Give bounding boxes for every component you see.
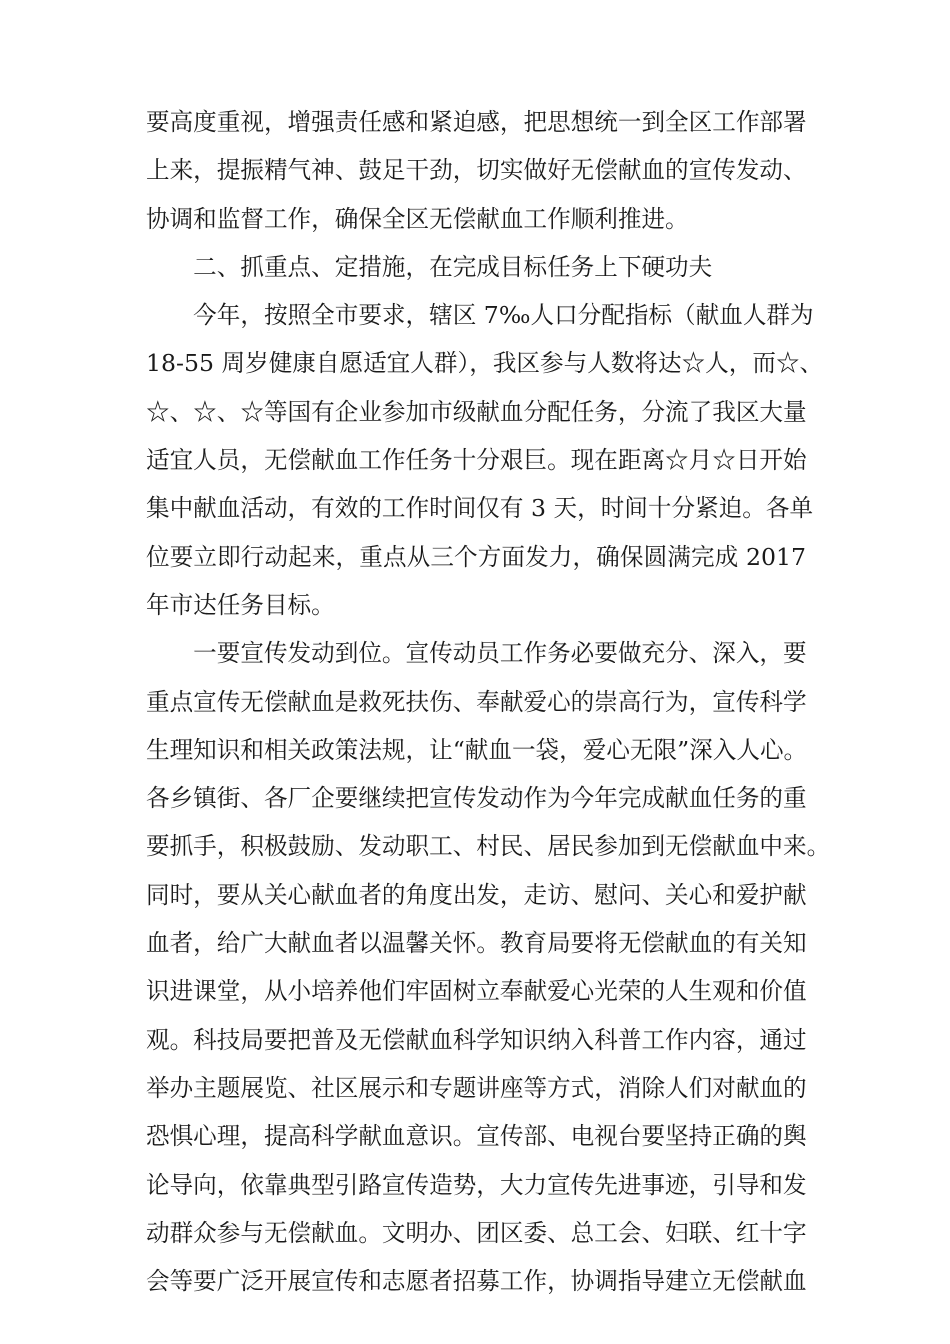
text-line: 各乡镇街、各厂企要继续把宣传发动作为今年完成献血任务的重 (146, 784, 807, 813)
text-line: 协调和监督工作，确保全区无偿献血工作顺利推进。 (146, 204, 689, 233)
text-line: 举办主题展览、社区展示和专题讲座等方式，消除人们对献血的 (146, 1073, 807, 1102)
text-line: 恐惧心理，提高科学献血意识。宣传部、电视台要坚持正确的舆 (146, 1122, 807, 1151)
text-line: ☆、☆、☆等国有企业参加市级献血分配任务，分流了我区大量 (146, 397, 807, 426)
text-line: 识进课堂，从小培养他们牢固树立奉献爱心光荣的人生观和价值 (146, 977, 807, 1006)
text-line: 生理知识和相关政策法规，让“献血一袋，爱心无限”深入人心。 (146, 735, 808, 764)
text-line: 年市达任务目标。 (146, 590, 335, 619)
text-line: 论导向，依靠典型引路宣传造势，大力宣传先进事迹，引导和发 (146, 1170, 807, 1199)
text-line: 要高度重视，增强责任感和紧迫感，把思想统一到全区工作部署 (146, 108, 807, 136)
text-line: 同时，要从关心献血者的角度出发，走访、慰问、关心和爱护献 (146, 880, 807, 909)
text-line: 今年，按照全市要求，辖区 7‰人口分配指标（献血人群为 (146, 301, 814, 330)
text-line: 位要立即行动起来，重点从三个方面发力，确保圆满完成 2017 (146, 542, 806, 571)
text-line: 重点宣传无偿献血是救死扶伤、奉献爱心的崇高行为，宣传科学 (146, 687, 807, 716)
text-line: 会等要广泛开展宣传和志愿者招募工作，协调指导建立无偿献血 (146, 1267, 807, 1296)
text-line: 血者，给广大献血者以温馨关怀。教育局要将无偿献血的有关知 (146, 929, 807, 958)
text-line: 集中献血活动，有效的工作时间仅有 3 天，时间十分紧迫。各单 (146, 494, 814, 523)
section-heading: 二、抓重点、定措施，在完成目标任务上下硬功夫 (146, 252, 713, 281)
text-line: 一要宣传发动到位。宣传动员工作务必要做充分、深入，要 (146, 639, 807, 668)
text-line: 上来，提振精气神、鼓足干劲，切实做好无偿献血的宣传发动、 (146, 156, 807, 185)
body-text (146, 98, 831, 1305)
text-line: 要抓手，积极鼓励、发动职工、村民、居民参加到无偿献血中来。 (146, 832, 831, 861)
text-line: 动群众参与无偿献血。文明办、团区委、总工会、妇联、红十字 (146, 1218, 807, 1247)
text-line: 18-55 周岁健康自愿适宜人群），我区参与人数将达☆人，而☆、 (146, 349, 824, 378)
text-line: 适宜人员，无偿献血工作任务十分艰巨。现在距离☆月☆日开始 (146, 446, 807, 475)
text-line: 观。科技局要把普及无偿献血科学知识纳入科普工作内容，通过 (146, 1025, 807, 1054)
